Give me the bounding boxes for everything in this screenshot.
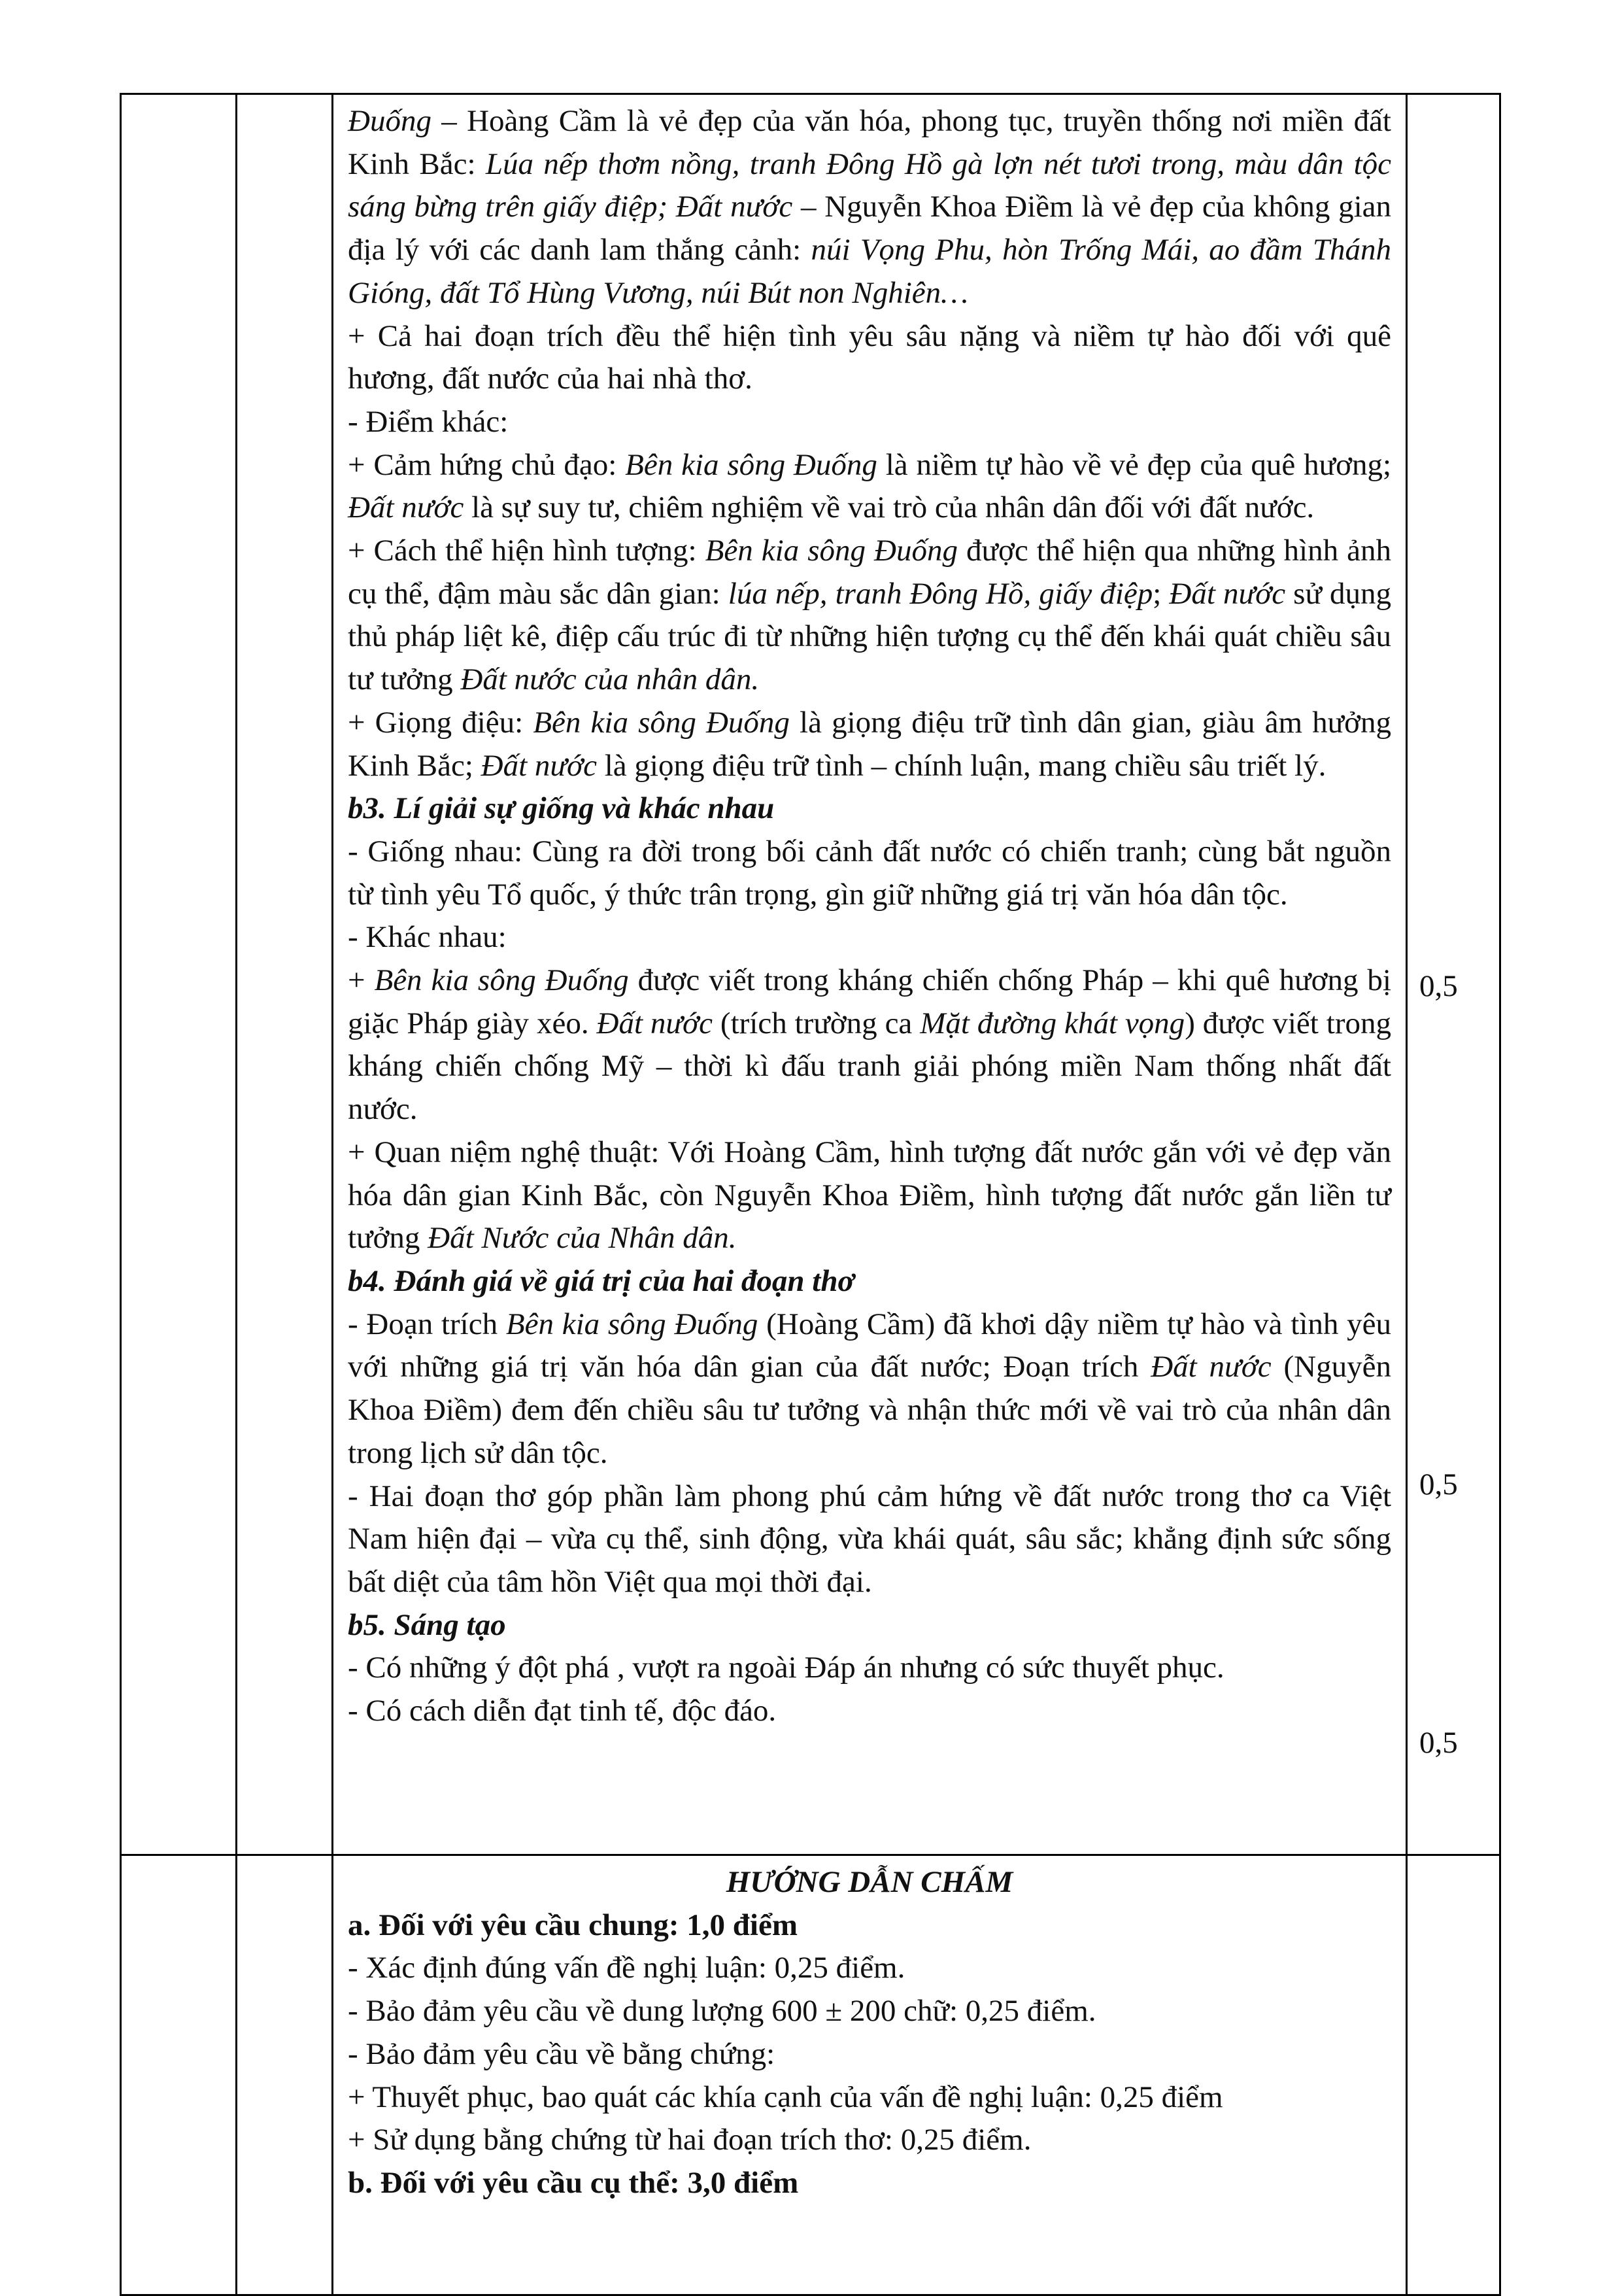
subheading: b. Đối với yêu cầu cụ thể: 3,0 điểm [348, 2165, 799, 2200]
section-heading: b5. Sáng tạo [348, 1607, 506, 1642]
score-cell [1407, 1855, 1500, 2295]
paragraph: - Đoạn trích Bên kia sông Đuống (Hoàng Cầm) đã khơi dậy niềm tự hào và tình yêu với những giá trị văn hóa dân gian của đất nước; Đoạn trích Đất nước (Nguyễn Khoa Điềm) đem đến chiều sâu tư tưởng và nhận thức mới về vai trò của nhân dân trong lịch sử dân tộc. [348, 1307, 1391, 1470]
paragraph: - Giống nhau: Cùng ra đời trong bối cảnh đất nước có chiến tranh; cùng bắt nguồn từ tình yêu Tổ quốc, ý thức trân trọng, gìn giữ những giá trị văn hóa dân tộc. [348, 834, 1391, 912]
paragraph: - Có cách diễn đạt tinh tế, độc đáo. [348, 1694, 777, 1728]
table-row [121, 1855, 1500, 2295]
score-cell [1407, 94, 1500, 1855]
paragraph: + Quan niệm nghệ thuật: Với Hoàng Cầm, hình tượng đất nước gắn với vẻ đẹp văn hóa dân gian Kinh Bắc, còn Nguyễn Khoa Điềm, hình tượng đất nước gắn liền tư tưởng Đất Nước của Nhân dân. [348, 1135, 1391, 1256]
subheading: a. Đối với yêu cầu chung: 1,0 điểm [348, 1908, 798, 1942]
section-heading: b3. Lí giải sự giống và khác nhau [348, 791, 775, 826]
paragraph: + Sử dụng bằng chứng từ hai đoạn trích thơ: 0,25 điểm. [348, 2123, 1032, 2157]
score-value: 0,5 [1419, 1467, 1458, 1501]
score-value: 0,5 [1419, 969, 1458, 1003]
paragraph: + Cả hai đoạn trích đều thể hiện tình yêu sâu nặng và niềm tự hào đối với quê hương, đất nước của hai nhà thơ. [348, 318, 1391, 396]
paragraph: - Điểm khác: [348, 404, 509, 439]
score-value: 0,5 [1419, 1726, 1458, 1760]
section-cell [237, 1855, 333, 2295]
paragraph: + Cảm hứng chủ đạo: Bên kia sông Đuống là niềm tự hào về vẻ đẹp của quê hương; Đất nước là sự suy tư, chiêm nghiệm về vai trò của nhân dân đối với đất nước. [348, 447, 1392, 525]
grading-guide-heading: HƯỚNG DẪN CHẤM [726, 1865, 1013, 1899]
paragraph: Đuống – Hoàng Cầm là vẻ đẹp của văn hóa, phong tục, truyền thống nơi miền đất Kinh Bắc: Lúa nếp thơm nồng, tranh Đông Hồ gà lợn nét tươi trong, màu dân tộc sáng bừng trên giấy điệp; Đất nước – Nguyễn Khoa Điềm là vẻ đẹp của không gian địa lý với các danh lam thắng cảnh: núi Vọng Phu, hòn Trống Mái, ao đầm Thánh Gióng, đất Tổ Hùng Vương, núi Bút non Nghiên… [348, 104, 1391, 310]
paragraph: - Bảo đảm yêu cầu về dung lượng 600 ± 200 chữ: 0,25 điểm. [348, 1994, 1096, 2029]
paragraph: - Có những ý đột phá , vượt ra ngoài Đáp án nhưng có sức thuyết phục. [348, 1651, 1225, 1685]
paragraph: - Bảo đảm yêu cầu về bằng chứng: [348, 2036, 775, 2071]
question-number-cell [121, 1855, 237, 2295]
paragraph: + Cách thể hiện hình tượng: Bên kia sông Đuống được thể hiện qua những hình ảnh cụ thể, đậm màu sắc dân gian: lúa nếp, tranh Đông Hồ, giấy điệp; Đất nước sử dụng thủ pháp liệt kê, điệp cấu trúc đi từ những hiện tượng cụ thể đến khái quát chiều sâu tư tưởng Đất nước của nhân dân. [348, 534, 1392, 697]
content-cell [333, 1855, 1407, 2295]
table-row [121, 94, 1500, 1855]
paragraph: - Hai đoạn thơ góp phần làm phong phú cảm hứng về đất nước trong thơ ca Việt Nam hiện đại – vừa cụ thể, sinh động, vừa khái quát, sâu sắc; khẳng định sức sống bất diệt của tâm hồn Việt qua mọi thời đại. [348, 1479, 1391, 1599]
paragraph: - Khác nhau: [348, 920, 507, 955]
paragraph: - Xác định đúng vấn đề nghị luận: 0,25 điểm. [348, 1951, 905, 1985]
grading-table [120, 93, 1501, 2296]
section-heading: b4. Đánh giá về giá trị của hai đoạn thơ [348, 1263, 854, 1298]
section-cell [237, 94, 333, 1855]
content-cell [333, 94, 1407, 1855]
paragraph: + Giọng điệu: Bên kia sông Đuống là giọng điệu trữ tình dân gian, giàu âm hưởng Kinh Bắc; Đất nước là giọng điệu trữ tình – chính luận, mang chiều sâu triết lý. [348, 705, 1391, 783]
paragraph: + Thuyết phục, bao quát các khía cạnh của vấn đề nghị luận: 0,25 điểm [348, 2080, 1223, 2114]
question-number-cell [121, 94, 237, 1855]
paragraph: + Bên kia sông Đuống được viết trong kháng chiến chống Pháp – khi quê hương bị giặc Pháp giày xéo. Đất nước (trích trường ca Mặt đường khát vọng) được viết trong kháng chiến chống Mỹ – thời kì đấu tranh giải phóng miền Nam thống nhất đất nước. [348, 963, 1391, 1127]
